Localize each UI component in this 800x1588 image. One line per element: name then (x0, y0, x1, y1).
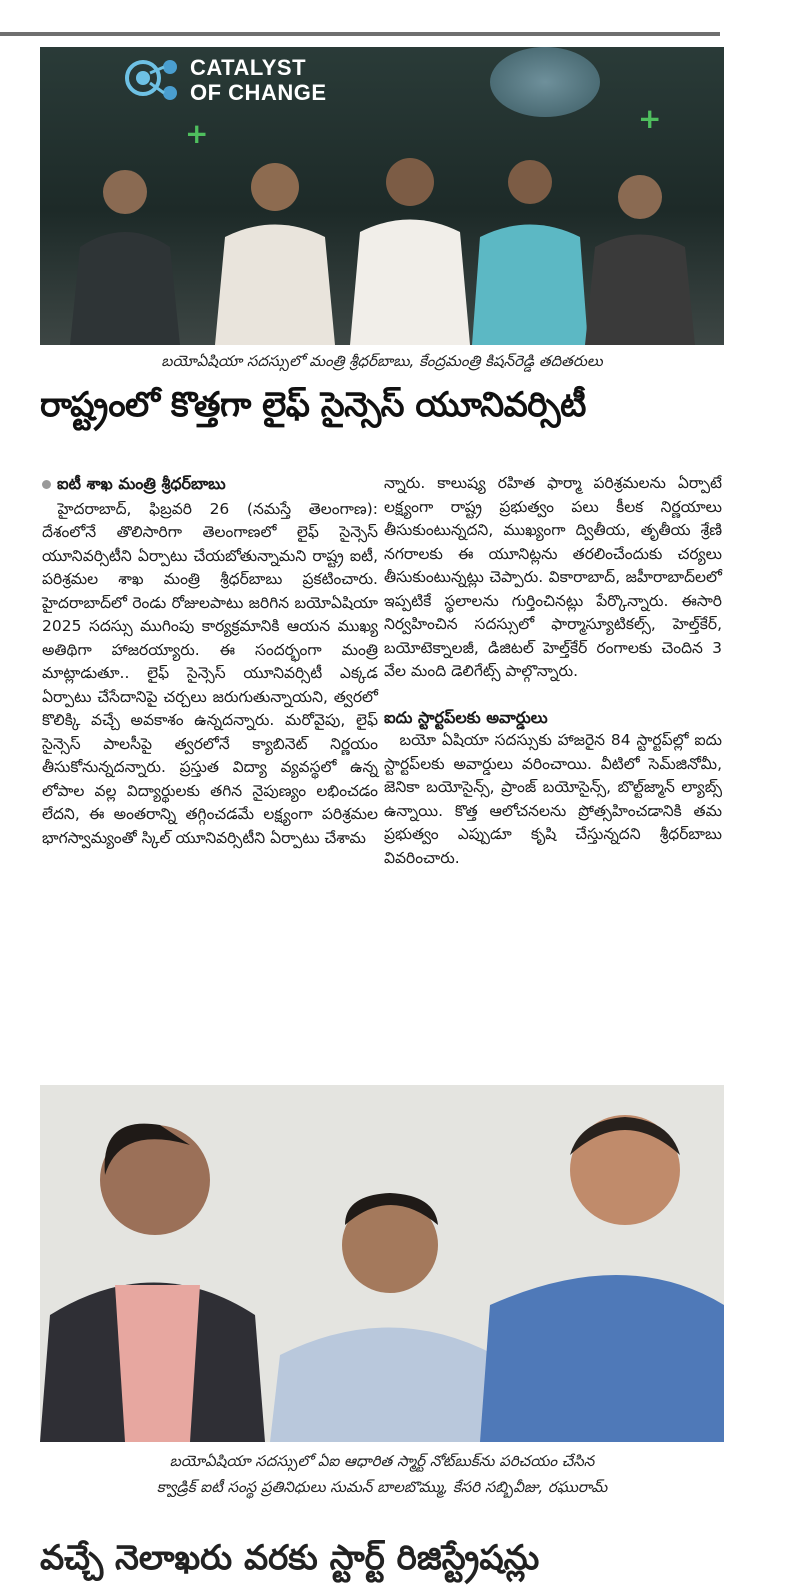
article-paragraph: బయో ఏషియా సదస్సుకు హాజరైన 84 స్టార్టప్‌ల్లో ఐదు స్టార్టప్‌లకు అవార్డులు వరించాయి. వీటిలో సెమ్‌జినోమీ, జెనికా బయోసైన్స్, ప్రాంజ్ బయోసైన్స్, బొల్ట్‌జ్మాన్ ల్యాబ్స్ ఉన్నాయి. కొత్త ఆలోచనలను ప్రోత్సహించడానికి తమ ప్రభుత్వం ఎప్పుడూ కృషి చేస్తున్నదని శ్రీధర్‌బాబు వివరించారు. (384, 731, 722, 867)
article-right-column (384, 472, 722, 870)
article-left-column (42, 472, 378, 850)
plus-decoration-icon: + (638, 102, 662, 135)
next-article-headline-cut: వచ్చే నెలాఖరు వరకు స్టార్ట్ రిజిస్ట్రేషన్లు (40, 1538, 540, 1578)
photo1-caption: బయోఏషియా సదస్సులో మంత్రి శ్రీధర్‌బాబు, కేంద్రమంత్రి కిషన్‌రెడ్డి తదితరులు (161, 352, 603, 370)
top-rule (0, 32, 720, 36)
event-photo (40, 47, 724, 345)
article-headline: రాష్ట్రంలో కొత్తగా లైఫ్ సైన్సెస్ యూనివర్సిటీ (40, 385, 586, 425)
three-men-figure (40, 1085, 724, 1442)
article-paragraph: న్నారు. కాలుష్య రహిత ఫార్మా పరిశ్రమలను ఏర్పాటే లక్ష్యంగా రాష్ట్ర ప్రభుత్వం పలు కీలక నిర్ణయాలు తీసుకుంటున్నదని, ముఖ్యంగా ద్వితీయ, తృతీయ శ్రేణి నగరాలకు ఈ యూనిట్లను తరలించేందుకు చర్యలు తీసుకుంటున్నట్లు చెప్పారు. వికారాబాద్, జహీరాబాద్‌లలో ఇప్పటికే స్థలాలను గుర్తించినట్లు పేర్కొన్నారు. ఈసారి నిర్వహించిన సదస్సులో ఫార్మాస్యూటికల్స్, హెల్త్‌కేర్, బయోటెక్నాలజీ, డిజిటల్ హెల్త్‌కేర్ రంగాలకు చెందిన 3 వేల మంది డెలిగేట్స్ పాల్గొన్నారు. (384, 474, 722, 680)
article-paragraph: హైదరాబాద్, ఫిబ్రవరి 26 (నమస్తే తెలంగాణ): దేశంలోనే తొలిసారిగా తెలంగాణలో లైఫ్ సైన్సెస్ యూనివర్సిటీని ఏర్పాటు చేయబోతున్నామని రాష్ట్ర ఐటీ, పరిశ్రమల శాఖ మంత్రి శ్రీధర్‌బాబు ప్రకటించారు. హైదరాబాద్‌లో రెండు రోజులపాటు జరిగిన బయోఏషియా 2025 సదస్సు ముగింపు కార్యక్రమానికి ఆయన ముఖ్య అతిథిగా హాజరయ్యారు. ఈ సందర్భంగా మంత్రి మాట్లాడుతూ.. లైఫ్ సైన్సెస్ యూనివర్సిటీ ఎక్కడ ఏర్పాటు చేసేదానిపై చర్చలు జరుగుతున్నాయని, త్వరలో కొలిక్కి వచ్చే అవకాశం ఉన్నదన్నారు. మరోవైపు, లైఫ్ సైన్సెస్ పాలసీపై త్వరలోనే క్యాబినెట్ నిర్ణయం తీసుకోనున్నదన్నారు. ప్రస్తుత విద్యా వ్యవస్థలో ఉన్న లోపాల వల్ల విద్యార్థులకు తగిన నైపుణ్యం లభించడం లేదని, ఈ అంతరాన్ని తగ్గించడమే లక్ష్యంగా పరిశ్రమల భాగస్వామ్యంతో స్కిల్ యూనివర్సిటీని ఏర్పాటు చేశామ (42, 499, 378, 847)
startup-representatives-photo (40, 1085, 724, 1442)
section-subhead: ఐదు స్టార్టప్‌లకు అవార్డులు (384, 707, 548, 727)
bullet-icon (42, 480, 51, 489)
byline: ఐటీ శాఖ మంత్రి శ్రీధర్‌బాబు (42, 472, 378, 496)
photo2-caption-line2: క్వాడ్రిక్ ఐటీ సంస్థ ప్రతినిధులు సుమన్ బాలబొమ్ము, కేసరి సబ్బివీజు, రఘురామ్ (156, 1478, 608, 1496)
people-group-figure (40, 47, 724, 345)
plus-decoration-icon: + (185, 117, 209, 150)
event-logo-text: CATALYST OF CHANGE (190, 55, 327, 105)
photo2-caption-line1: బయోఏషియా సదస్సులో ఏఐ ఆధారిత స్మార్ట్ నోట్‌బుక్‌ను పరిచయం చేసిన (169, 1452, 595, 1470)
